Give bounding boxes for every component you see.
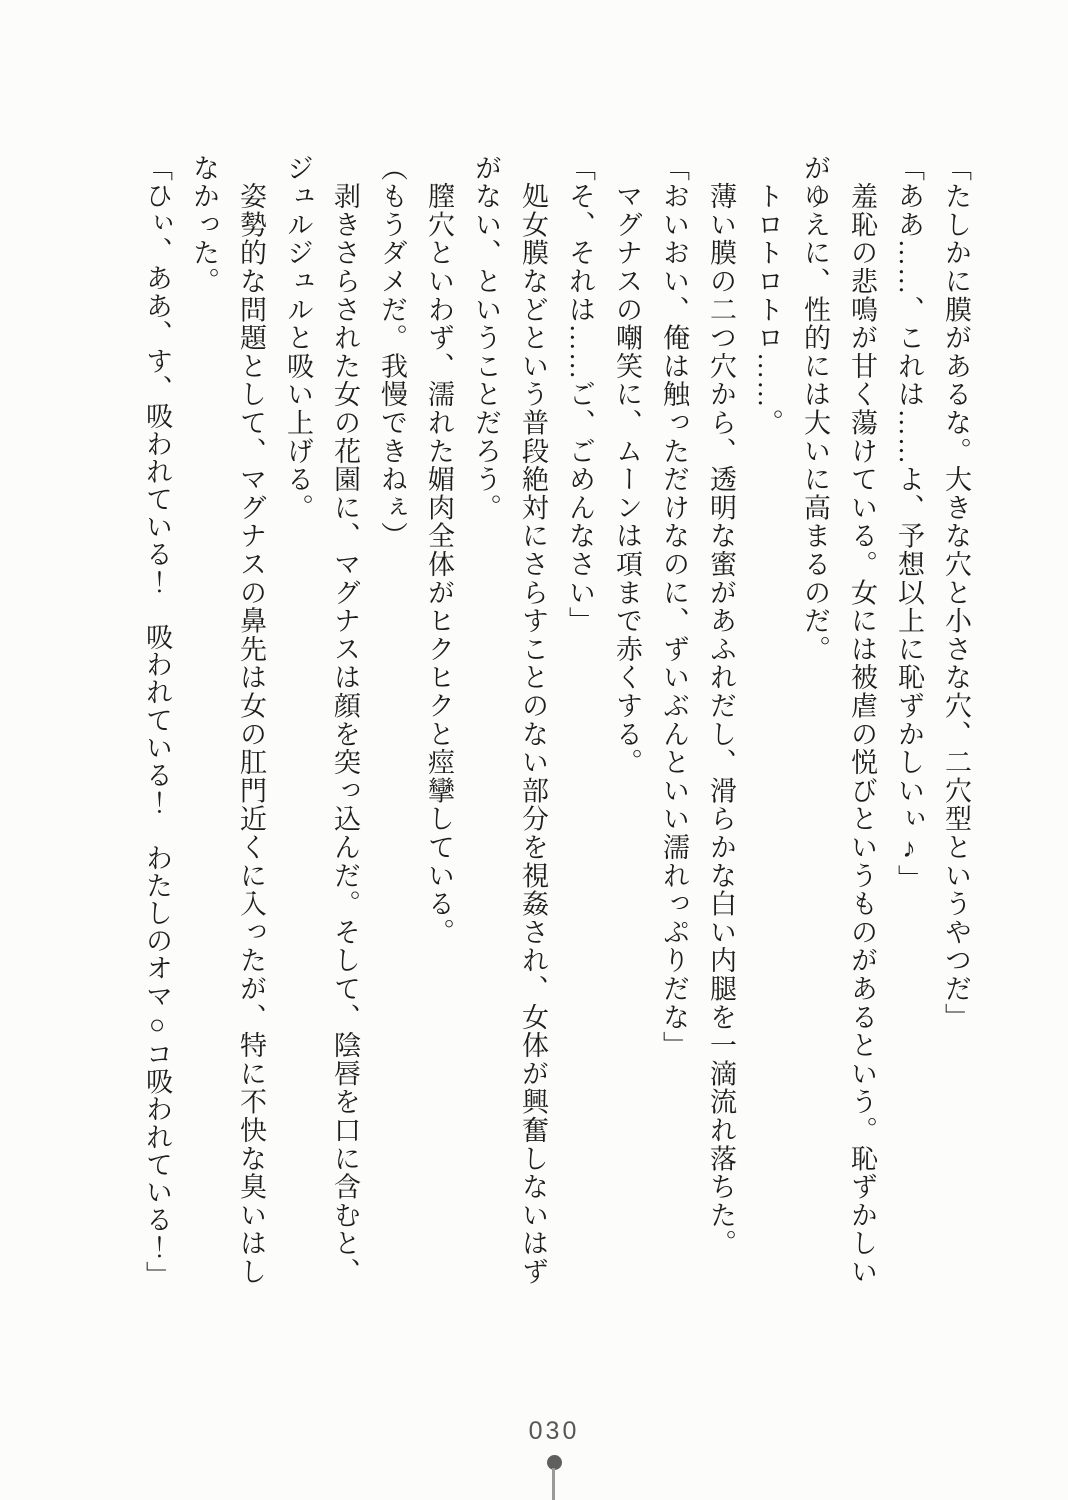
dialogue-line: 「おいおい、俺は触っただけなのに、ずいぶんといい濡れっぷりだな」 [659, 154, 689, 1060]
narration-line: 羞恥の悲鳴が甘く蕩けている。女には被虐の悦びというものがあるという。恥ずかしいがゆえに、性的には大いに高まるのだ。 [800, 154, 877, 1286]
narration-line: 処女膜などという普段絶対にさらすことのない部分を視姦され、女体が興奮しないはずがない、ということだろう。 [471, 154, 548, 1286]
narration-line: 薄い膜の二つ穴から、透明な蜜があふれだし、滑らかな白い内腿を一滴流れ落ちた。 [706, 154, 736, 1258]
dialogue-line: 「ああ……、これは……よ、予想以上に恥ずかしいぃ♪」 [894, 154, 924, 893]
narration-line: 膣穴といわず、濡れた媚肉全体がヒクヒクと痙攣している。 [424, 154, 454, 947]
narration-line: 姿勢的な問題として、マグナスの鼻先は女の肛門近くに入ったが、特に不快な臭いはしなかった。 [189, 154, 266, 1286]
dialogue-line: 「そ、それは……ご、ごめんなさい」 [565, 154, 595, 636]
narration-line: 剥きさらされた女の花園に、マグナスは顔を突っ込んだ。そして、陰唇を口に含むと、ジュルジュルと吸い上げる。 [283, 154, 360, 1286]
dialogue-line: 「たしかに膜があるな。大きな穴と小さな穴、二穴型というやつだ」 [941, 154, 971, 1032]
vertical-text-block [133, 154, 979, 1290]
thought-line: （もうダメだ。我慢できねぇ） [377, 154, 407, 551]
narration-line: マグナスの嘲笑に、ムーンは項まで赤くする。 [612, 154, 642, 777]
page-number: 030 [528, 1417, 580, 1445]
narration-line: トロトロトロ……。 [753, 154, 783, 437]
footer-line-ornament [552, 1468, 555, 1500]
dialogue-line: 「ひぃ、ああ、す、吸われている！ 吸われている！ わたしのオマ○コ吸われている！」 [142, 154, 172, 1289]
